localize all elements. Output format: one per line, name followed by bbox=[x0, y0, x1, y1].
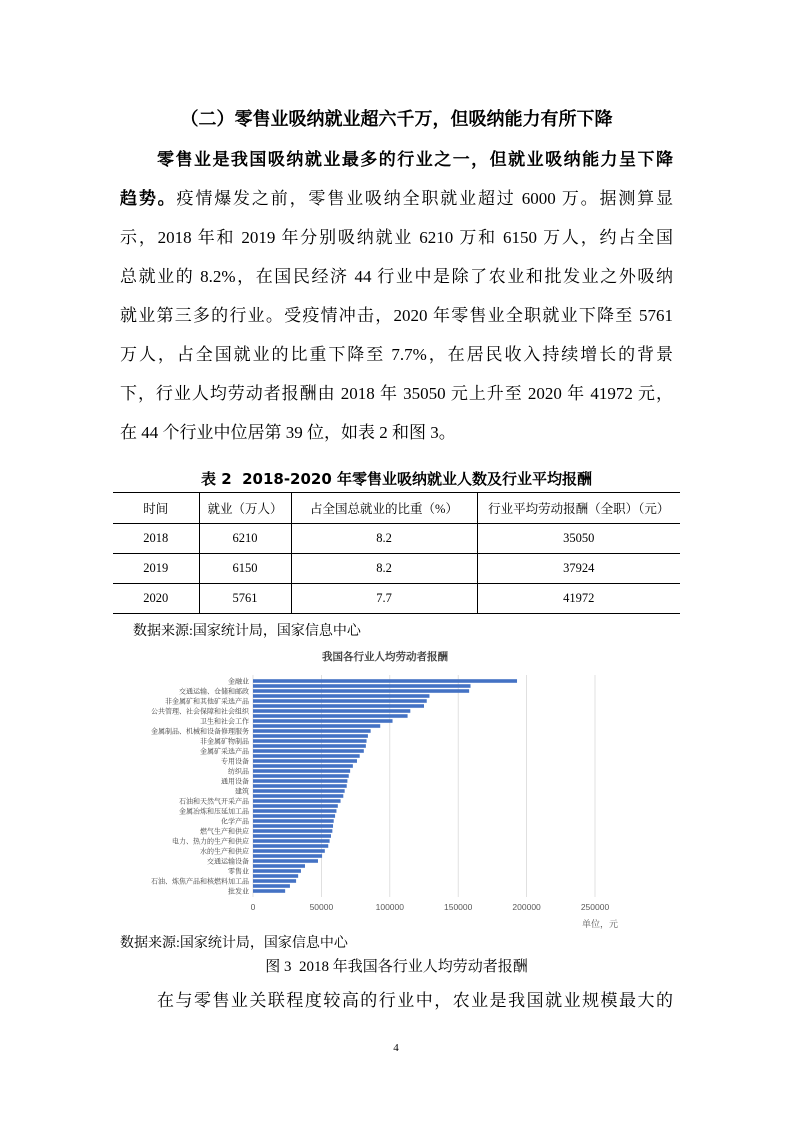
paragraph-line: 在 44 个行业中位居第 39 位，如表 2 和图 3。 bbox=[120, 423, 456, 442]
category-label: 批发业 bbox=[228, 888, 249, 896]
bar bbox=[253, 859, 318, 863]
bar bbox=[253, 759, 357, 763]
x-tick-label: 200000 bbox=[512, 902, 541, 912]
industry-pay-bar-chart bbox=[110, 645, 680, 935]
category-label: 专用设备 bbox=[221, 758, 249, 766]
chart-title: 我国各行业人均劳动者报酬 bbox=[322, 651, 448, 663]
bar bbox=[253, 809, 336, 813]
category-label: 卫生和社会工作 bbox=[200, 718, 249, 726]
category-label: 非金属矿和其他矿采选产品 bbox=[165, 698, 249, 706]
category-label: 通用设备 bbox=[221, 778, 249, 786]
table-row bbox=[113, 524, 680, 554]
paragraph-line: 万人，占全国就业的比重下降至 7.7%，在居民收入持续增长的背景 bbox=[120, 345, 673, 364]
bar bbox=[253, 869, 301, 873]
bar bbox=[253, 729, 371, 733]
paragraph-line bbox=[120, 179, 673, 218]
paragraph-line: 在与零售业关联程度较高的行业中，农业是我国就业规模最大的 bbox=[157, 991, 673, 1010]
paragraph-text: 疫情爆发之前，零售业吸纳全职就业超过 6000 万。据测算显 bbox=[176, 189, 674, 208]
bar bbox=[253, 864, 305, 868]
cell-year: 2020 bbox=[113, 584, 199, 614]
category-label: 交通运输设备 bbox=[207, 858, 249, 866]
bar bbox=[253, 839, 330, 843]
section-heading: （二）零售业吸纳就业超六千万，但吸纳能力有所下降 bbox=[180, 109, 613, 130]
bar bbox=[253, 784, 347, 788]
category-label: 金融业 bbox=[228, 678, 249, 686]
bar bbox=[253, 829, 332, 833]
category-label: 石油和天然气开采产品 bbox=[179, 798, 249, 806]
cell-pay: 41972 bbox=[477, 584, 680, 614]
bar bbox=[253, 879, 296, 883]
bar bbox=[253, 739, 367, 743]
bar bbox=[253, 844, 328, 848]
bar bbox=[253, 694, 429, 698]
cell-pay: 35050 bbox=[477, 524, 680, 554]
table-row bbox=[113, 584, 680, 614]
employment-table bbox=[113, 492, 680, 614]
bar bbox=[253, 794, 343, 798]
cell-pay: 37924 bbox=[477, 554, 680, 584]
category-label: 交通运输、仓储和邮政 bbox=[179, 688, 249, 696]
bar bbox=[253, 689, 469, 693]
bar bbox=[253, 774, 349, 778]
bar bbox=[253, 699, 427, 703]
category-label: 水的生产和供应 bbox=[200, 848, 249, 856]
chart-bars bbox=[253, 679, 517, 893]
figure-source-note: 数据来源:国家统计局，国家信息中心 bbox=[120, 936, 348, 951]
page-number: 4 bbox=[393, 1042, 399, 1054]
cell-share: 7.7 bbox=[291, 584, 477, 614]
chart-x-axis-ticks bbox=[251, 902, 610, 912]
category-label: 化学产品 bbox=[221, 818, 249, 826]
table-source-note: 数据来源:国家统计局，国家信息中心 bbox=[133, 624, 361, 639]
table-row bbox=[113, 554, 680, 584]
x-tick-label: 150000 bbox=[444, 902, 473, 912]
bar bbox=[253, 684, 471, 688]
cell-year: 2019 bbox=[113, 554, 199, 584]
bar bbox=[253, 834, 331, 838]
bar bbox=[253, 854, 322, 858]
bar bbox=[253, 734, 368, 738]
bar bbox=[253, 779, 347, 783]
category-label: 金属制品、机械和设备修理服务 bbox=[151, 728, 249, 736]
cell-employment: 5761 bbox=[199, 584, 291, 614]
bar bbox=[253, 764, 353, 768]
header-share: 占全国总就业的比重（%） bbox=[291, 493, 477, 524]
x-tick-label: 0 bbox=[250, 902, 256, 912]
header-pay: 行业平均劳动报酬（全职）（元） bbox=[477, 493, 680, 524]
header-year: 时间 bbox=[113, 493, 199, 524]
bar bbox=[253, 824, 333, 828]
paragraph-line: 总就业的 8.2%，在国民经济 44 行业中是除了农业和批发业之外吸纳 bbox=[120, 267, 673, 286]
bar bbox=[253, 769, 350, 773]
paragraph-line: 示，2018 年和 2019 年分别吸纳就业 6210 万和 6150 万人，约占全国 bbox=[120, 228, 673, 247]
chart-category-labels bbox=[151, 676, 250, 895]
x-tick-label: 250000 bbox=[580, 902, 610, 912]
bar bbox=[253, 889, 285, 893]
category-label: 金属冶炼和压延加工品 bbox=[179, 808, 249, 816]
cell-year: 2018 bbox=[113, 524, 199, 554]
header-employment: 就业（万人） bbox=[199, 493, 291, 524]
paragraph-line bbox=[120, 140, 673, 179]
category-label: 建筑 bbox=[235, 788, 249, 796]
body-paragraph bbox=[120, 981, 673, 1020]
bar bbox=[253, 804, 338, 808]
paragraph-line: 就业第三多的行业。受疫情冲击，2020 年零售业全职就业下降至 5761 bbox=[120, 306, 673, 325]
x-tick-label: 100000 bbox=[375, 902, 404, 912]
bar bbox=[253, 714, 408, 718]
bar bbox=[253, 789, 345, 793]
bar bbox=[253, 719, 393, 723]
bar bbox=[253, 704, 424, 708]
bar bbox=[253, 874, 298, 878]
table-caption: 表 2 2018-2020 年零售业吸纳就业人数及行业平均报酬 bbox=[200, 470, 593, 488]
cell-share: 8.2 bbox=[291, 524, 477, 554]
x-tick-label: 50000 bbox=[309, 902, 334, 912]
bar bbox=[253, 884, 290, 888]
category-label: 电力、热力的生产和供应 bbox=[172, 838, 249, 846]
category-label: 燃气生产和供应 bbox=[200, 828, 249, 836]
bar bbox=[253, 819, 334, 823]
category-label: 零售业 bbox=[228, 868, 249, 876]
bar bbox=[253, 849, 325, 853]
figure-caption: 图 3 2018 年我国各行业人均劳动者报酬 bbox=[265, 959, 528, 975]
category-label: 非金属矿物制品 bbox=[200, 738, 249, 746]
bar bbox=[253, 724, 380, 728]
bar bbox=[253, 814, 335, 818]
category-label: 金属矿采选产品 bbox=[200, 748, 249, 756]
bold-lead-text: 零售业是我国吸纳就业最多的行业之一，但就业吸纳能力呈下降 bbox=[157, 150, 673, 170]
category-label: 公共管理、社会保障和社会组织 bbox=[151, 708, 249, 716]
table-header-row bbox=[113, 493, 680, 524]
category-label: 纺织品 bbox=[228, 768, 249, 776]
paragraph-line: 下，行业人均劳动者报酬由 2018 年 35050 元上升至 2020 年 41972 元， bbox=[120, 384, 673, 403]
body-paragraph bbox=[120, 140, 673, 452]
cell-share: 8.2 bbox=[291, 554, 477, 584]
bar bbox=[253, 709, 410, 713]
bar bbox=[253, 754, 360, 758]
category-label: 石油、炼焦产品和核燃料加工品 bbox=[151, 878, 249, 886]
chart-unit-label: 单位，元 bbox=[581, 919, 619, 929]
bold-lead-text: 趋势。 bbox=[120, 189, 177, 209]
bar bbox=[253, 749, 364, 753]
cell-employment: 6150 bbox=[199, 554, 291, 584]
bar bbox=[253, 744, 366, 748]
cell-employment: 6210 bbox=[199, 524, 291, 554]
bar bbox=[253, 679, 517, 683]
bar bbox=[253, 799, 341, 803]
